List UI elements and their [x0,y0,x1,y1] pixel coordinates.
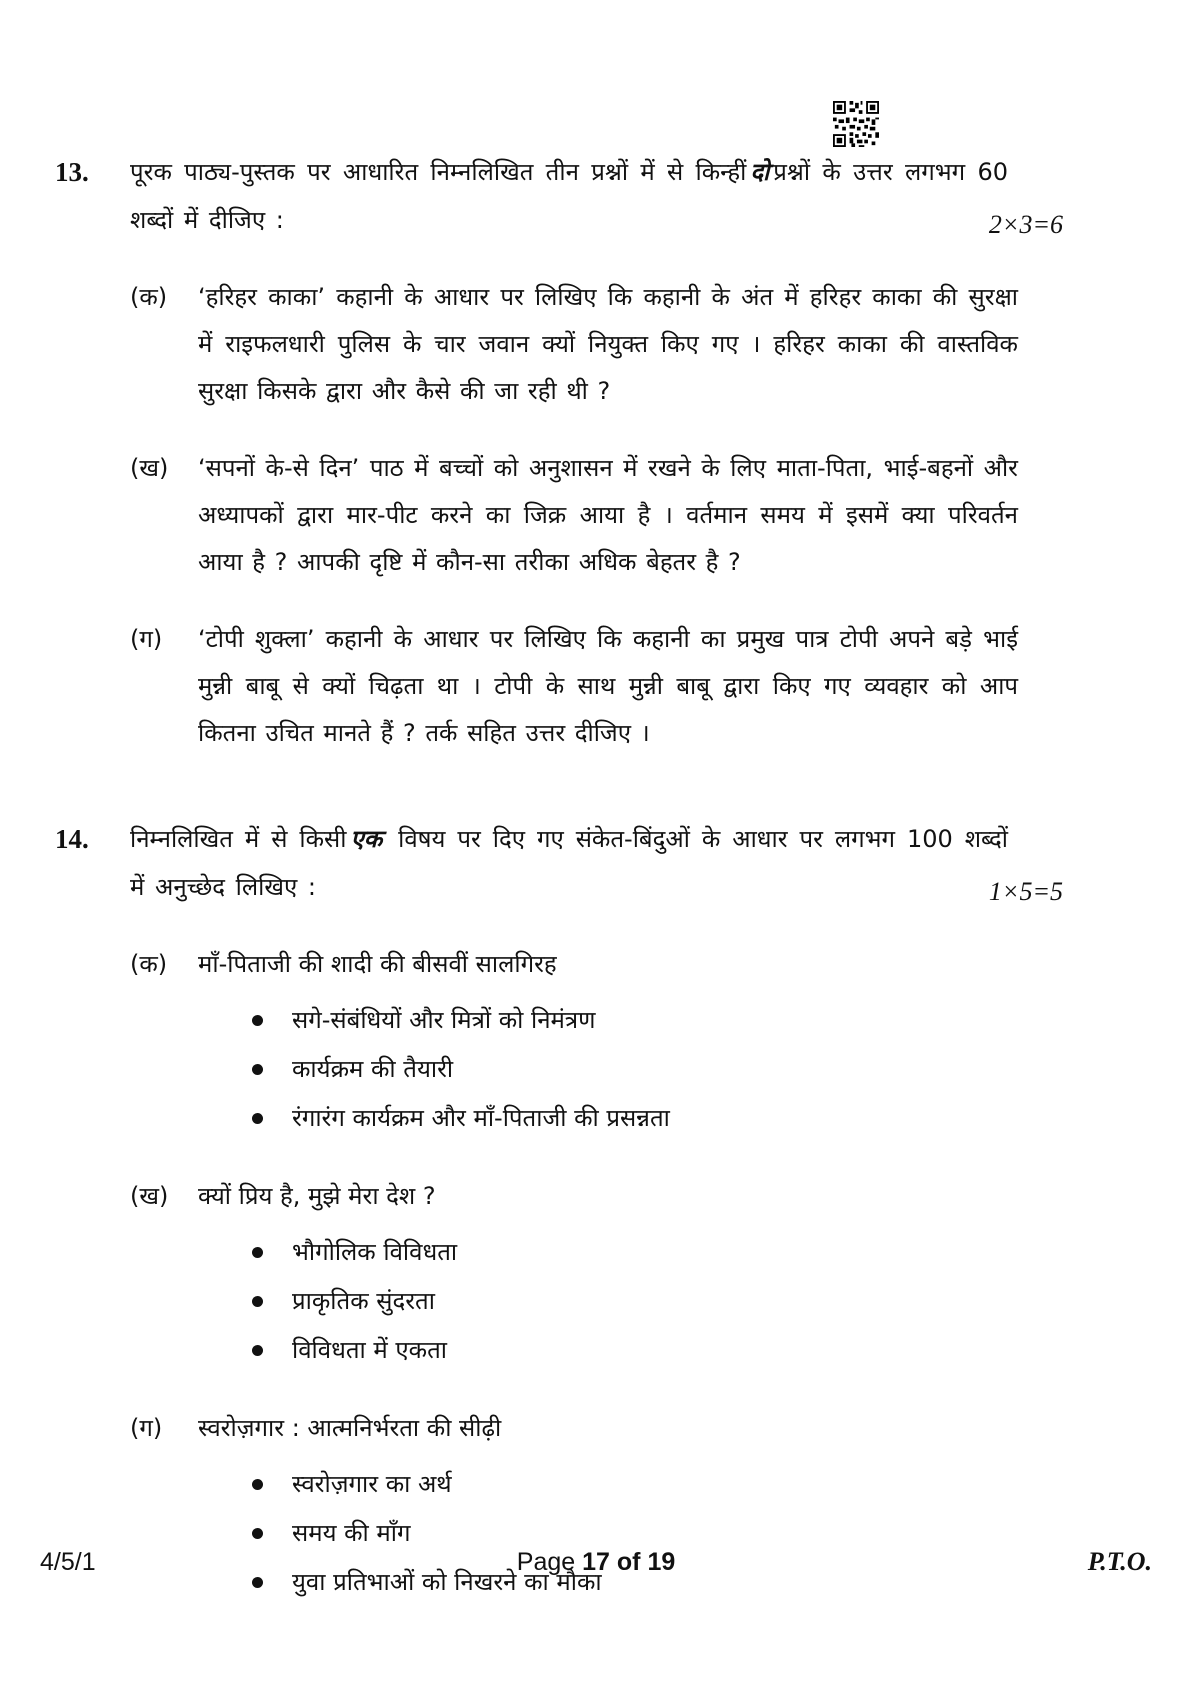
question-14 [55,815,1063,1607]
pto-label: P.T.O. [1087,1547,1153,1576]
question-13-part-kha [130,445,1063,586]
hint-item: सगे-संबंधियों और मित्रों को निमंत्रण [246,996,1018,1045]
question-14-number: 14. [55,824,89,854]
question-13-number: 13. [55,157,89,187]
hint-item: कार्यक्रम की तैयारी [246,1045,1018,1094]
hint-item: विविधता में एकता [246,1326,1018,1375]
part-label: (क) [130,950,168,978]
part-label: (क) [130,283,168,311]
question-13 [55,148,1063,757]
part-text: ‘टोपी शुक्ला’ कहानी के आधार पर लिखिए कि कहानी का प्रमुख पात्र टोपी अपने बड़े भाई मुन्नी बाबू से क्यों चिढ़ता था । टोपी के साथ मुन्नी बाबू द्वारा किए गए व्यवहार को आप कितना उचित मानते हैं ? तर्क सहित उत्तर दीजिए । [198,625,1018,747]
part-label: (ग) [130,1414,163,1442]
hint-item: प्राकृतिक सुंदरता [246,1277,1018,1326]
page-footer [40,1547,1152,1577]
hint-item: स्वरोज़गार का अर्थ [246,1460,1018,1509]
part-label: (ग) [130,625,163,653]
hint-item: युवा प्रतिभाओं को निखरने का मौका [246,1558,1018,1607]
page-indicator [411,1548,782,1577]
question-13-text [130,148,1008,244]
exam-page-content [55,0,1063,1607]
question-14-topic-kha [130,1173,1063,1375]
part-label: (ख) [130,454,169,482]
question-14-emphasis: एक [350,825,383,853]
hint-list [198,996,1018,1143]
of-label: of [616,1548,641,1576]
question-14-topic-ka [130,941,1063,1143]
question-13-marks: 2×3=6 [988,210,1063,239]
question-13-text-post: प्रश्नों के उत्तर लगभग 60 शब्दों में दीजिए : [130,158,1009,234]
hint-list [198,1460,1018,1607]
hint-list [198,1228,1018,1375]
question-13-part-ga [130,616,1063,757]
topic-title: क्यों प्रिय है, मुझे मेरा देश ? [198,1182,436,1210]
question-14-text-pre: निम्नलिखित में से किसी [130,825,347,853]
question-14-text [130,815,1008,911]
page-total: 19 [647,1548,676,1576]
topic-title: स्वरोज़गार : आत्मनिर्भरता की सीढ़ी [198,1414,502,1442]
question-13-emphasis: दो [750,158,770,186]
topic-title: माँ-पिताजी की शादी की बीसवीं सालगिरह [198,950,557,978]
page-number: 17 [582,1548,610,1576]
hint-item: भौगोलिक विविधता [246,1228,1018,1277]
question-14-marks: 1×5=5 [988,877,1063,906]
question-14-text-post: विषय पर दिए गए संकेत-बिंदुओं के आधार पर लगभग 100 शब्दों में अनुच्छेद लिखिए : [130,825,1008,901]
question-13-text-pre: पूरक पाठ्य-पुस्तक पर आधारित निम्नलिखित तीन प्रश्नों में से किन्हीं [130,158,747,186]
page-label: Page [516,1548,576,1576]
question-13-part-ka [130,274,1063,415]
paper-code: 4/5/1 [40,1548,96,1576]
hint-item: समय की माँग [246,1509,1018,1558]
part-label: (ख) [130,1182,169,1210]
part-text: ‘हरिहर काका’ कहानी के आधार पर लिखिए कि कहानी के अंत में हरिहर काका की सुरक्षा में राइफलधारी पुलिस के चार जवान क्यों नियुक्त किए गए । हरिहर काका की वास्तविक सुरक्षा किसके द्वारा और कैसे की जा रही थी ? [198,283,1018,405]
hint-item: रंगारंग कार्यक्रम और माँ-पिताजी की प्रसन्नता [246,1094,1018,1143]
part-text: ‘सपनों के-से दिन’ पाठ में बच्चों को अनुशासन में रखने के लिए माता-पिता, भाई-बहनों और अध्यापकों द्वारा मार-पीट करने का जिक्र आया है । वर्तमान समय में इसमें क्या परिवर्तन आया है ? आपकी दृष्टि में कौन-सा तरीका अधिक बेहतर है ? [198,454,1018,576]
